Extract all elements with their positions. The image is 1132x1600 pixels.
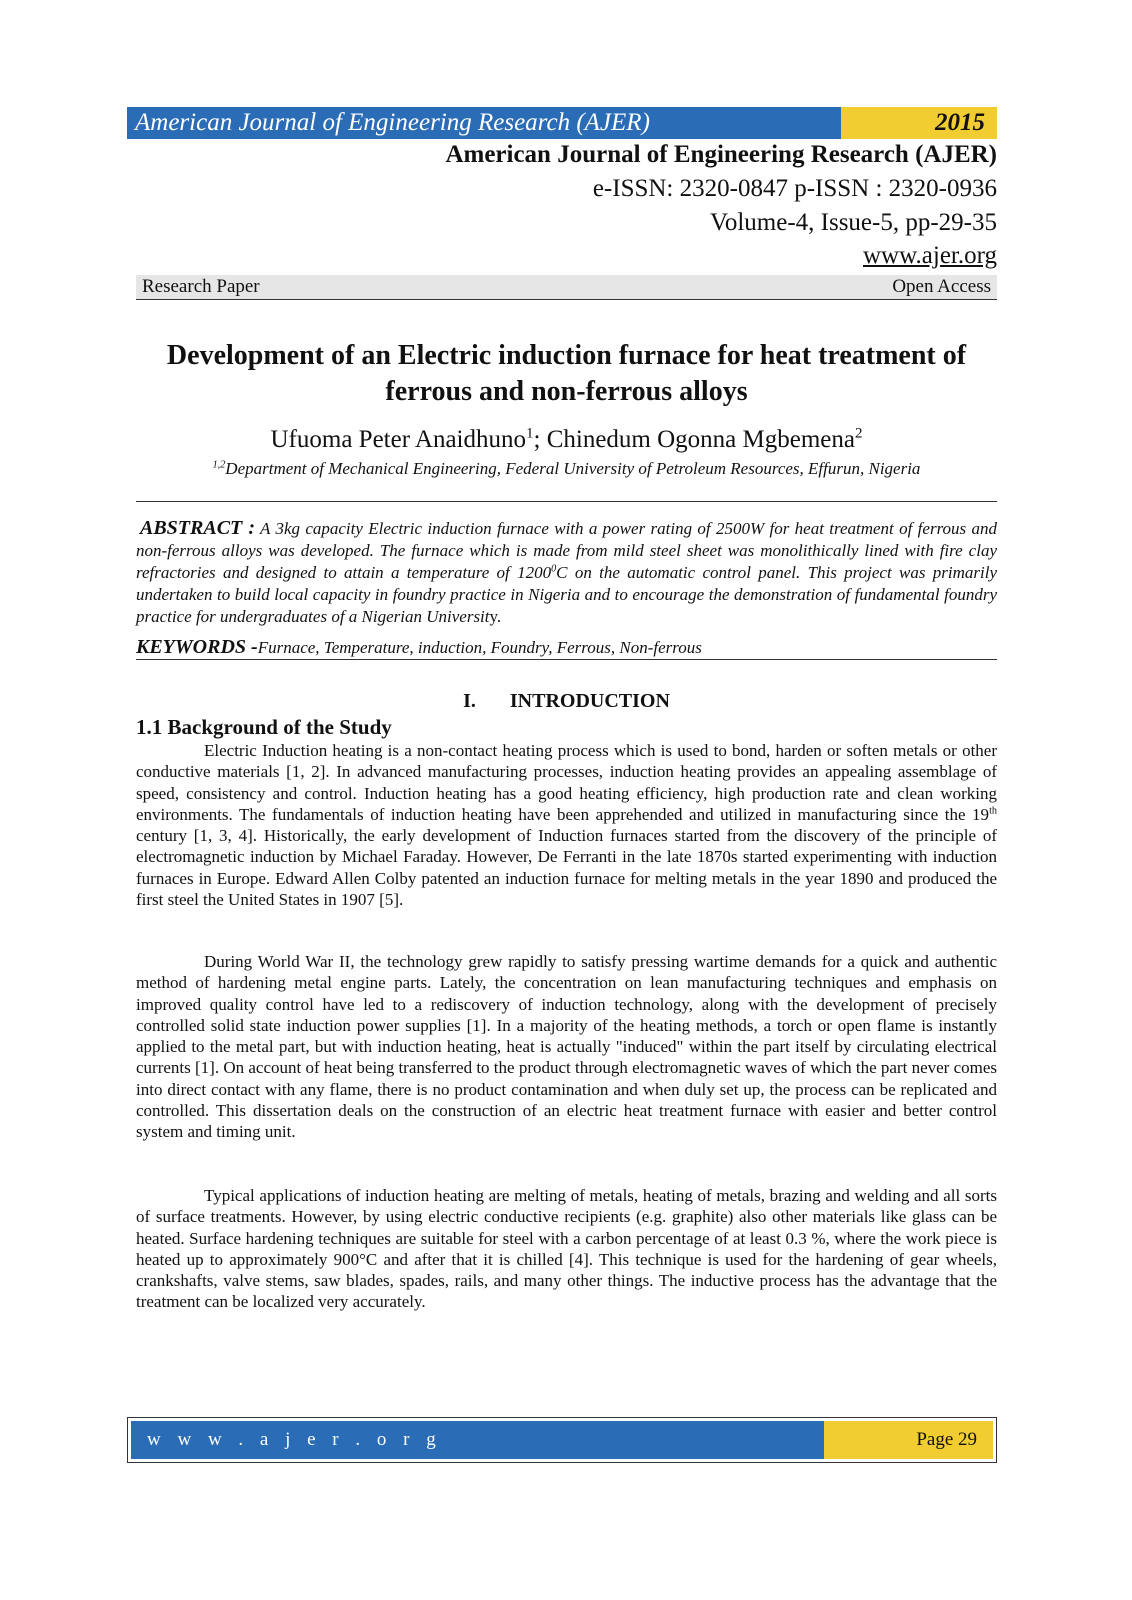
paragraph-text: century [1, 3, 4]. Historically, the early development of Induction furnaces started from the discovery of the principle of electromagnetic induction by Michael Faraday. However, De Ferranti in the late 1870s started experimenting with induction furnaces in Europe. Edward Allen Colby patented an induction furnace for melting metals in the year 1890 and produced the first steel the United States in 1907 [5]. (136, 826, 997, 910)
body-paragraph (136, 951, 997, 1143)
running-header-year: 2015 (841, 107, 997, 139)
abstract-text: A 3kg capacity Electric induction furnace with a power rating of 2500W for heat treatment of ferrous and non-ferrous alloys was developed. The furnace which is made from mild steel sheet was monolithically lined with fire clay refractories and designed to attain a temperature of 1200 (136, 519, 998, 582)
journal-volume: Volume-4, Issue-5, pp-29-35 (710, 209, 997, 236)
page-number: Page 29 (824, 1421, 993, 1459)
keywords-text: Furnace, Temperature, induction, Foundry, Ferrous, Non-ferrous (257, 638, 702, 657)
journal-url-link[interactable]: www.ajer.org (863, 242, 997, 269)
author-name: Chinedum Ogonna Mgbemena (546, 426, 855, 453)
section-heading (136, 690, 997, 713)
author-affiliation-mark: 2 (855, 425, 863, 442)
keywords-label: KEYWORDS - (136, 636, 258, 658)
author-list (136, 425, 997, 455)
affiliation-text: Department of Mechanical Engineering, Federal University of Petroleum Resources, Effurun, Nigeria (225, 459, 921, 478)
paragraph-text: Electric Induction heating is a non-contact heating process which is used to bond, harden or soften metals or other conductive materials [1, 2]. In advanced manufacturing processes, induction heating provides an appealing assemblage of speed, consistency and control. Induction heating has a good heating efficiency, high production rate and clean working environments. The fundamentals of induction heating have been apprehended and utilized in manufacturing since the 19 (136, 741, 997, 824)
paper-title: Development of an Electric induction furnace for heat treatment of ferrous and non-ferrous alloys (166, 340, 967, 407)
running-header-journal: American Journal of Engineering Research (AJER) (127, 107, 841, 139)
paragraph-text: During World War II, the technology grew rapidly to satisfy pressing wartime demands for a quick and authentic method of hardening metal engine parts. Lately, the concentration on lean manufacturing techniques and emphasis on improved quality control have led to a rediscovery of induction technology, along with the development of precisely controlled solid state induction power supplies [1]. In a majority of the heating methods, a torch or open flame is instantly applied to the metal part, but with induction heating, heat is actually "induced" within the part itself by circulating electrical currents [1]. On account of heat being transferred to the product through electromagnetic waves of which the part never comes into direct contact with any flame, there is no product contamination and when duly set up, the process can be replicated and controlled. This dissertation deals on the construction of an electric heat treatment furnace with easier and better control system and timing unit. (136, 952, 997, 1142)
author-name: Ufuoma Peter Anaidhuno (270, 426, 527, 453)
subsection-heading: 1.1 Background of the Study (136, 715, 392, 739)
paper-type-bar (136, 275, 997, 300)
abstract-top-rule (136, 501, 997, 502)
section-number: I. (463, 690, 476, 712)
degree-superscript: 0 (551, 563, 557, 575)
journal-info (445, 138, 997, 272)
section-title: INTRODUCTION (509, 690, 670, 712)
journal-name: American Journal of Engineering Research (AJER) (445, 141, 997, 168)
journal-issn: e-ISSN: 2320-0847 p-ISSN : 2320-0936 (592, 175, 997, 202)
keywords (136, 636, 997, 659)
affiliation (136, 458, 997, 480)
abstract (136, 517, 997, 628)
abstract-text: C on the automatic control panel. This project was primarily undertaken to build local capacity in foundry practice in Nigeria and to encourage the demonstration of fundamental foundry practice for undergraduates of a Nigerian Universit (136, 563, 997, 626)
ordinal-superscript: th (989, 805, 997, 817)
page-footer (127, 1417, 997, 1463)
abstract-label: ABSTRACT : (140, 517, 256, 539)
body-paragraph (136, 740, 997, 910)
author-separator: ; (533, 426, 547, 453)
footer-url: w w w . a j e r . o r g (131, 1421, 824, 1459)
keywords-bottom-rule (136, 659, 997, 660)
body-paragraph (136, 1185, 997, 1313)
running-header (127, 107, 997, 139)
paper-type-label: Research Paper (142, 276, 260, 297)
affiliation-mark: 1,2 (212, 459, 226, 471)
access-type-label: Open Access (892, 276, 991, 297)
author-affiliation-mark: 1 (526, 425, 534, 442)
paragraph-text: Typical applications of induction heating are melting of metals, heating of metals, brazing and welding and all sorts of surface treatments. However, by using electric conductive recipients (e.g. graphite) also other materials like glass can be heated. Surface hardening techniques are suitable for steel with a carbon percentage of at least 0.3 %, where the work piece is heated up to approximately 900°C and after that it is chilled [4]. This technique is used for the hardening of gear wheels, crankshafts, valve stems, saw blades, spades, rails, and many other things. The inductive process has the advantage that the treatment can be localized very accurately. (136, 1186, 997, 1312)
abstract-text-end: y. (489, 607, 502, 626)
